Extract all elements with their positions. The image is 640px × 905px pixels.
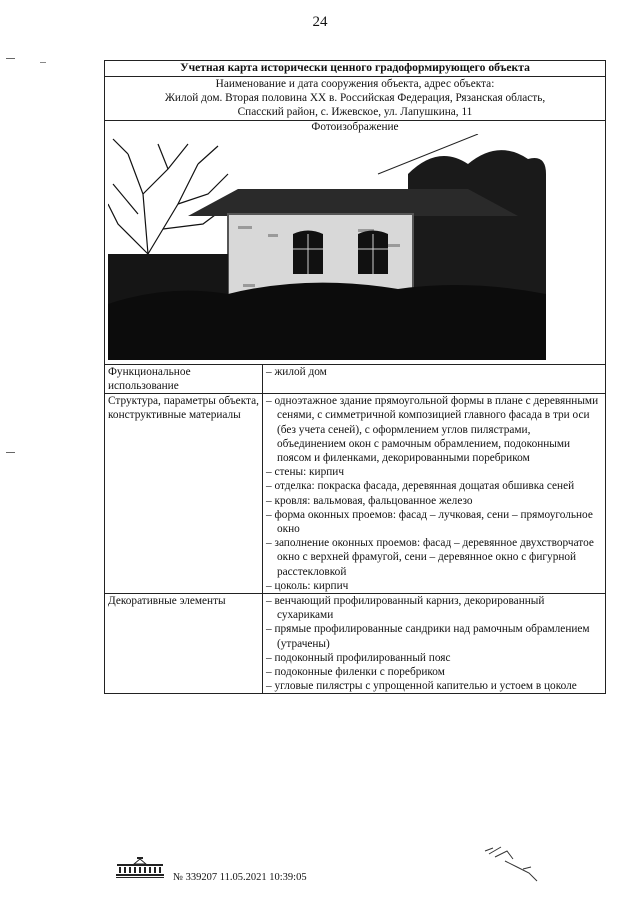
row-label: Структура, параметры объекта, конструктивные материалы — [105, 394, 263, 594]
margin-mark — [6, 452, 15, 453]
signature-mark — [483, 839, 541, 884]
object-name-cell — [105, 77, 606, 121]
card-title: Учетная карта исторически ценного градоформирующего объекта — [105, 61, 606, 77]
list-item: – кровля: вальмовая, фальцованное железо — [266, 494, 602, 508]
row-value — [263, 364, 606, 393]
list-item: – венчающий профилированный карниз, декорированный сухариками — [266, 594, 602, 622]
list-item: – заполнение оконных проемов: фасад – деревянное двухстворчатое окно с верхней фрамугой, сени – деревянное окно с фигурной расстекловкой — [266, 536, 602, 579]
government-building-logo — [115, 856, 165, 879]
list-item: – форма оконных проемов: фасад – лучковая, сени – прямоугольное окно — [266, 508, 602, 536]
name-line: Жилой дом. Вторая половина XX в. Российская Федерация, Рязанская область, — [164, 92, 546, 105]
row-label: Функциональное использование — [105, 364, 263, 393]
list-item: – подоконные филенки с поребриком — [266, 665, 602, 679]
record-card-table — [104, 60, 606, 694]
list-item: – подоконный профилированный пояс — [266, 651, 602, 665]
margin-mark — [40, 62, 46, 63]
page-number: 24 — [312, 14, 328, 30]
margin-mark — [6, 58, 15, 59]
document-registration-stamp: № 339207 11.05.2021 10:39:05 — [173, 872, 307, 883]
row-label: Декоративные элементы — [105, 594, 263, 694]
list-item: – прямые профилированные сандрики над рамочным обрамлением (утрачены) — [266, 622, 602, 650]
list-item: – одноэтажное здание прямоугольной формы в плане с деревянными сенями, с симметричной композицией главного фасада в три оси (без учета сеней), с оформлением углов пилястрами, объединением окон с рамочным обрамлением, подоконными поясом и филенками, декорированными поребриком — [266, 394, 602, 465]
name-header: Наименование и дата сооружения объекта, адрес объекта: — [215, 78, 495, 90]
photo-caption: Фотоизображение — [311, 120, 399, 133]
list-item: – стены: кирпич — [266, 465, 602, 479]
building-photo — [108, 134, 546, 360]
row-value — [263, 394, 606, 594]
list-item: – угловые пилястры с упрощенной капителью и устоем в цоколе — [266, 679, 602, 693]
name-line: Спасский район, с. Ижевское, ул. Лапушкина, 11 — [237, 106, 473, 119]
row-value — [263, 594, 606, 694]
photo-cell — [105, 120, 606, 364]
list-item: – цоколь: кирпич — [266, 579, 602, 593]
list-item: – отделка: покраска фасада, деревянная дощатая обшивка сеней — [266, 479, 602, 493]
list-item: – жилой дом — [266, 365, 602, 379]
